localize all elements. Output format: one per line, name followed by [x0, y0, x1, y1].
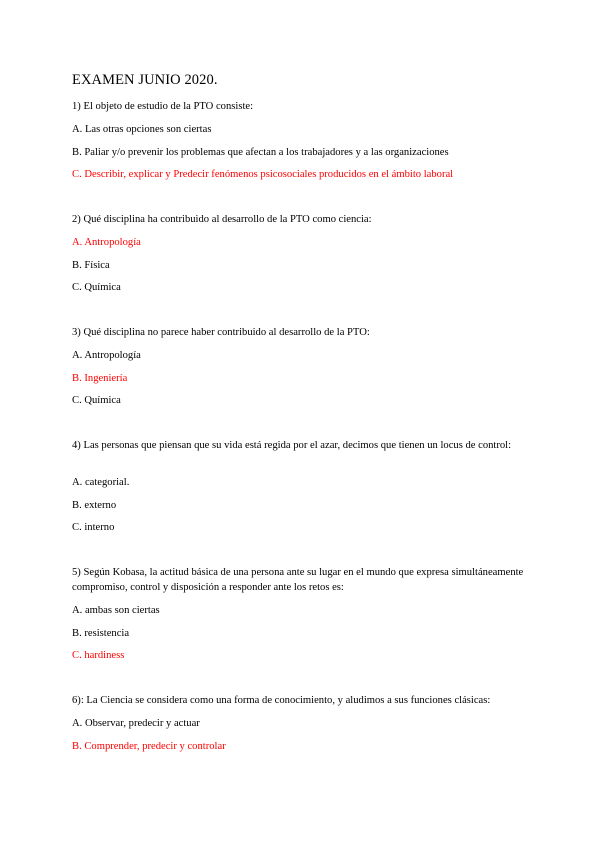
question-1-option-b: B. Paliar y/o prevenir los problemas que afectan a los trabajadores y a las organizaciones — [72, 147, 449, 158]
question-3-option-a: A. Antropología — [72, 350, 141, 361]
question-4-option-c: C. interno — [72, 522, 115, 533]
question-1-text: 1) El objeto de estudio de la PTO consiste: — [72, 101, 254, 112]
question-3-text: 3) Qué disciplina no parece haber contribuido al desarrollo de la PTO: — [72, 327, 370, 338]
question-6-option-b: B. Comprender, predecir y controlar — [72, 741, 226, 752]
question-3-option-c: C. Química — [72, 395, 121, 406]
question-1-option-c: C. Describir, explicar y Predecir fenómenos psicosociales producidos en el ámbito laboral — [72, 169, 454, 180]
question-2-option-b: B. Física — [72, 260, 110, 271]
question-2-option-c: C. Química — [72, 282, 121, 293]
question-4-option-a: A. categorial. — [72, 477, 130, 488]
question-5-option-c: C. hardiness — [72, 650, 125, 661]
document-title: EXAMEN JUNIO 2020. — [72, 72, 218, 88]
question-5-option-a: A. ambas son ciertas — [72, 605, 160, 616]
question-5-text: 5) Según Kobasa, la actitud básica de una persona ante su lugar en el mundo que expresa simultáneamente compromiso, control y disposición a responder ante los retos es: — [72, 567, 524, 593]
question-1-option-a: A. Las otras opciones son ciertas — [72, 124, 212, 135]
question-3-option-b: B. Ingeniería — [72, 373, 128, 384]
question-2-text: 2) Qué disciplina ha contribuido al desarrollo de la PTO como ciencia: — [72, 214, 372, 225]
question-2-option-a: A. Antropología — [72, 237, 141, 248]
question-5-option-b: B. resistencia — [72, 628, 130, 639]
question-4-option-b: B. externo — [72, 500, 117, 511]
question-6-text: 6): La Ciencia se considera como una forma de conocimiento, y aludimos a sus funciones clásicas: — [72, 695, 491, 706]
question-6-option-a: A. Observar, predecir y actuar — [72, 718, 200, 729]
question-4-text: 4) Las personas que piensan que su vida está regida por el azar, decimos que tienen un locus de control: — [72, 440, 512, 451]
